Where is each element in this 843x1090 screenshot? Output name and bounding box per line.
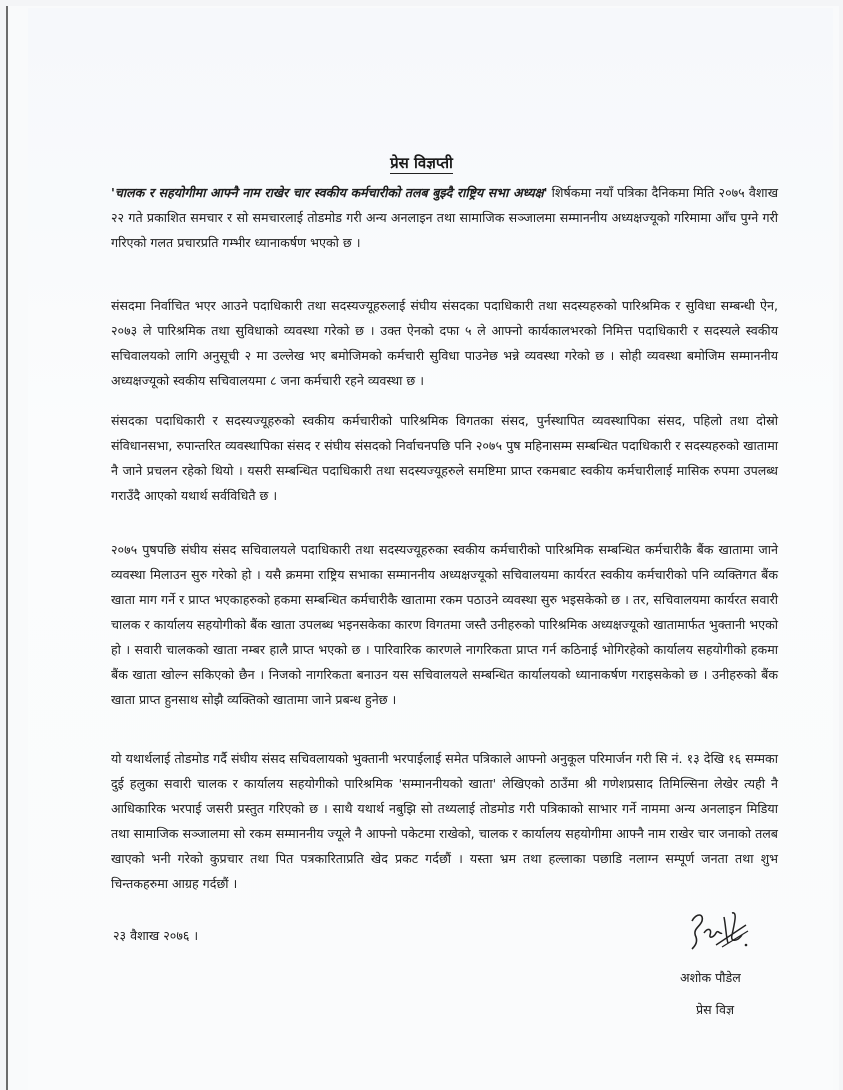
document-title-text: प्रेस विज्ञप्ती (390, 154, 453, 172)
document-title (0, 153, 843, 173)
news-headline-quote: 'चालक र सहयोगीमा आफ्नै नाम राखेर चार स्वकीय कर्मचारीको तलब बुझ्दै राष्ट्रिय सभा अध्यक्ष' (111, 185, 548, 200)
paragraph-5: यो यथार्थलाई तोडमोड गर्दै संघीय संसद सचिवलायको भुक्तानी भरपाईलाई समेत पत्रिकाले आफ्नो अनुकूल परिमार्जन गरी सि नं. १३ देखि १६ सम्मका दुई हलुका सवारी चालक र कार्यालय सहयोगीको पारिश्रमिक 'सम्माननीयको खाता' लेखिएको ठाउँमा श्री गणेशप्रसाद तिमिल्सिना लेखेर त्यही नै आधिकारिक भरपाई जसरी प्रस्तुत गरिएको छ । साथै यथार्थ नबुझि सो तथ्यलाई तोडमोड गरी पत्रिकाको साभार गर्ने नाममा अन्य अनलाइन मिडिया तथा सामाजिक सञ्जालमा सो रकम सम्माननीय ज्यूले नै आफ्नो पकेटमा राखेको, चालक र कार्यालय सहयोगीमा आफ्नै नाम राखेर चार जनाको तलब खाएको भनी गरेको कुप्रचार तथा पित पत्रकारिताप्रति खेद प्रकट गर्दछौं । यस्ता भ्रम तथा हल्लाका पछाडि नलाग्न सम्पूर्ण जनता तथा शुभ चिन्तकहरुमा आग्रह गर्दछौं । (111, 751, 778, 891)
paragraph-4: २०७५ पुषपछि संघीय संसद सचिवालयले पदाधिकारी तथा सदस्यज्यूहरुका स्वकीय कर्मचारीको पारिश्रमिक सम्बन्धित कर्मचारीकै बैंक खातामा जाने व्यवस्था मिलाउन सुरु गरेको हो । यसै क्रममा राष्ट्रिय सभाका सम्माननीय अध्यक्षज्यूको सचिवालयमा कार्यरत स्वकीय कर्मचारीको पनि व्यक्तिगत बैंक खाता माग गर्ने र प्राप्त भएकाहरुको हकमा सम्बन्धित कर्मचारीकै खातामा रकम पठाउने व्यवस्था सुरु भइसकेको छ । तर, सचिवालयमा कार्यरत सवारी चालक र कार्यालय सहयोगीको बैंक खाता उपलब्ध भइनसकेका कारण विगतमा जस्तै उनीहरुको पारिश्रमिक अध्यक्षज्यूको खातामार्फत भुक्तानी भएको हो । सवारी चालकको खाता नम्बर हालै प्राप्त भएको छ । पारिवारिक कारणले नागरिकता प्राप्त गर्न कठिनाई भोगिरहेको कार्यालय सहयोगीको हकमा बैंक खाता खोल्न सकिएको छैन । निजको नागरिकता बनाउन यस सचिवालयले सम्बन्धित कार्यालयको ध्यानाकर्षण गराइसकेको छ । उनीहरुको बैंक खाता प्राप्त हुनसाथ सोझै व्यक्तिको खातामा जाने प्रबन्ध हुनेछ । (111, 542, 778, 707)
paragraph-3: संसदका पदाधिकारी र सदस्यज्यूहरुको स्वकीय कर्मचारीको पारिश्रमिक विगतका संसद, पुर्नस्थापित व्यवस्थापिका संसद, पहिलो तथा दोस्रो संविधानसभा, रुपान्तरित व्यवस्थापिका संसद र संघीय संसदको निर्वाचनपछि पनि २०७५ पुष महिनासम्म सम्बन्धित पदाधिकारी र सदस्यहरुको खातामा नै जाने प्रचलन रहेको थियो । यसरी सम्बन्धित पदाधिकारी तथा सदस्यज्यूहरुले समष्टिमा प्राप्त रकमबाट स्वकीय कर्मचारीलाई मासिक रुपमा उपलब्ध गराउँदै आएको यथार्थ सर्वविधितै छ । (111, 413, 778, 503)
signer-name: अशोक पौडेल (680, 970, 741, 985)
signer-role: प्रेस विज्ञ (696, 1002, 735, 1017)
handwritten-signature (682, 907, 752, 955)
document-date: २३ वैशाख २०७६ । (113, 928, 199, 943)
paragraph-1-text: शिर्षकमा नयाँ पत्रिका दैनिकमा मिति २०७५ वैशाख २२ गते प्रकाशित समचार र सो समचारलाई तोडमोड गरी अन्य अनलाइन तथा सामाजिक सञ्जालमा सम्माननीय अध्यक्षज्यूको गरिमामा आँच पुग्ने गरी गरिएको गलत प्रचारप्रति गम्भीर ध्यानाकर्षण भएको छ । (111, 185, 778, 250)
paragraph-1 (111, 180, 778, 255)
paragraph-2: संसदमा निर्वाचित भएर आउने पदाधिकारी तथा सदस्यज्यूहरुलाई संघीय संसदका पदाधिकारी तथा सदस्यहरुको पारिश्रमिक र सुविधा सम्बन्धी ऐन, २०७३ ले पारिश्रमिक तथा सुविधाको व्यवस्था गरेको छ । उक्त ऐनको दफा ५ ले आफ्नो कार्यकालभरको निमित्त पदाधिकारी र सदस्यले स्वकीय सचिवालयको लागि अनुसूची २ मा उल्लेख भए बमोजिमको कर्मचारी सुविधा पाउनेछ भन्ने व्यवस्था गरेको छ । सोही व्यवस्था बमोजिम सम्माननीय अध्यक्षज्यूको स्वकीय सचिवालयमा ८ जना कर्मचारी रहने व्यवस्था छ । (111, 298, 778, 388)
